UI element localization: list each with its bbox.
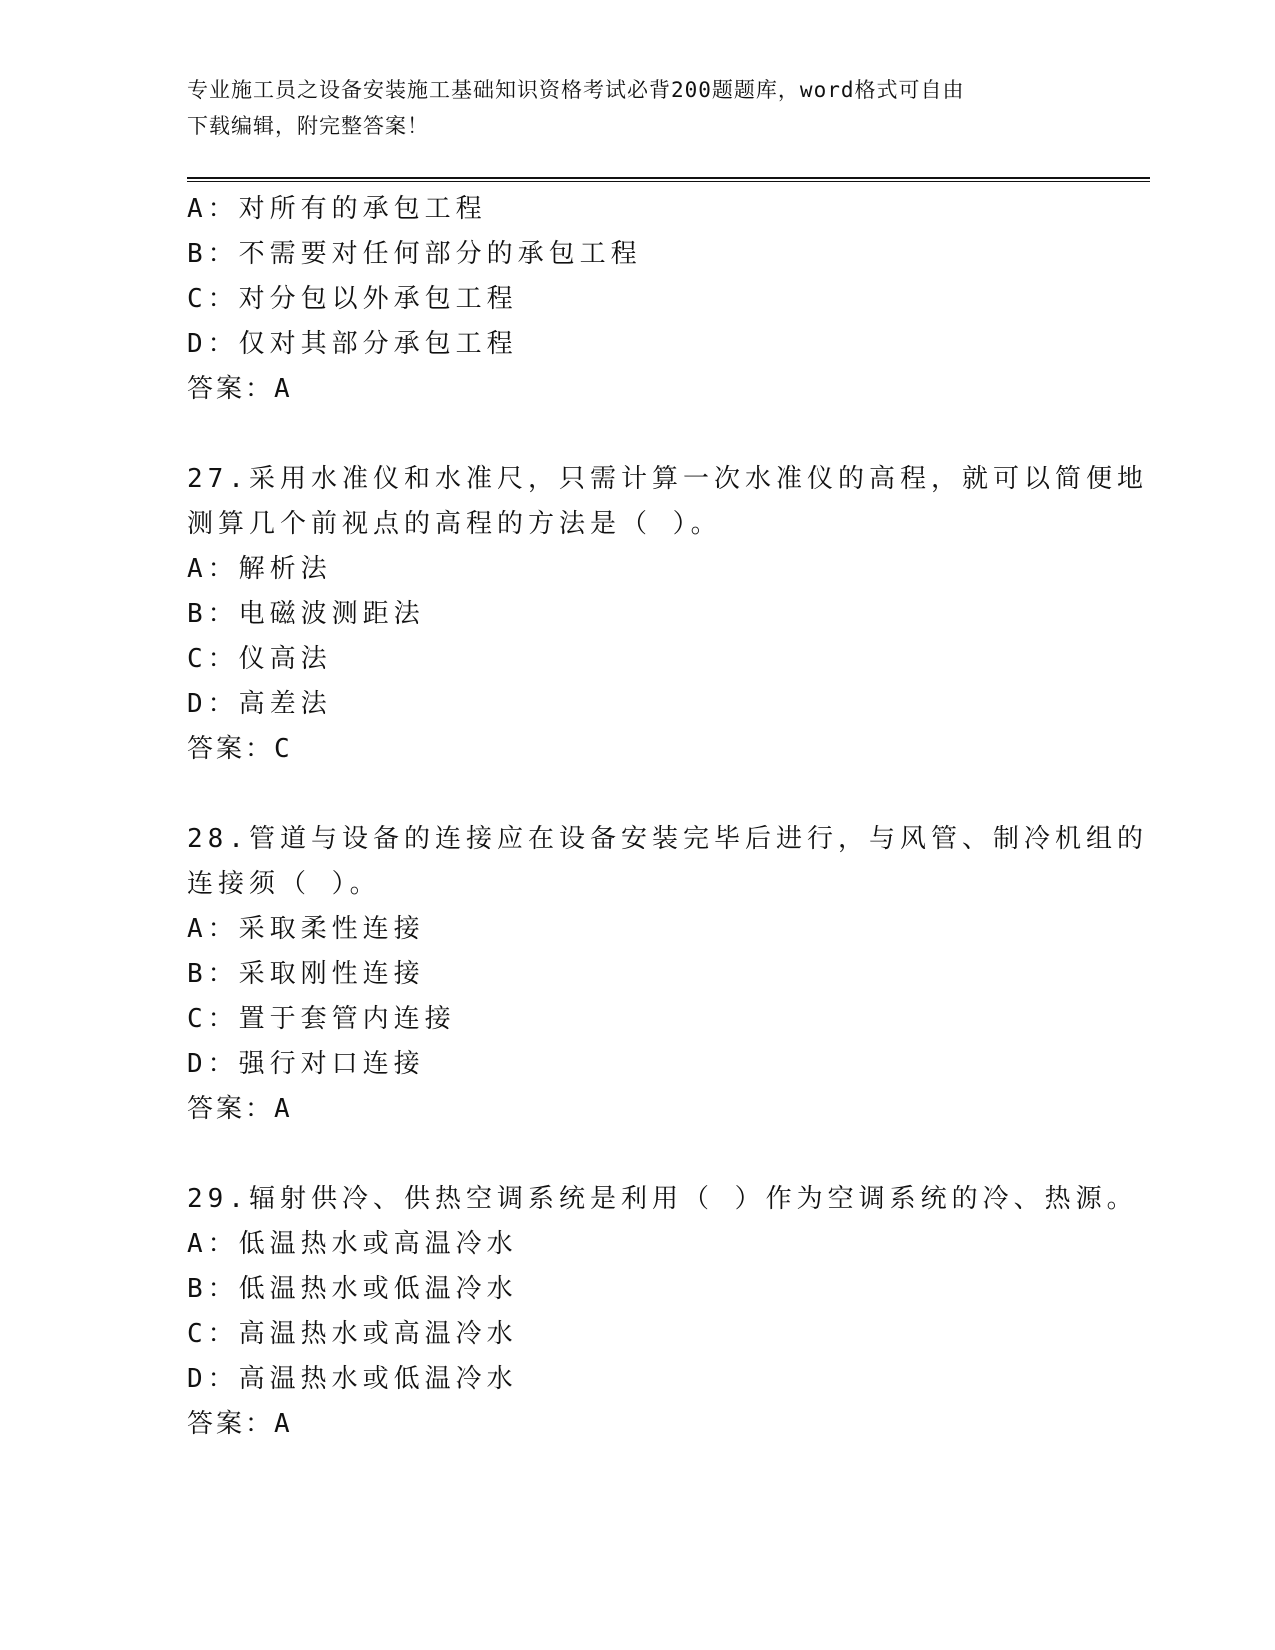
header-line-2: 下载编辑，附完整答案！ (187, 114, 429, 138)
question-27-option-d: D：高差法 (187, 689, 332, 719)
question-28-option-d: D：强行对口连接 (187, 1049, 425, 1079)
answer: 答案：A (187, 374, 293, 404)
question-28-option-c: C：置于套管内连接 (187, 1004, 456, 1034)
question-27-option-a: A：解析法 (187, 554, 332, 584)
question-28-stem-line-1: 28.管道与设备的连接应在设备安装完毕后进行，与风管、制冷机组的 (187, 824, 1148, 854)
option-c: C：对分包以外承包工程 (187, 284, 518, 314)
question-28-option-a: A：采取柔性连接 (187, 914, 425, 944)
header-divider (187, 177, 1150, 182)
question-27-stem-line-1: 27.采用水准仪和水准尺，只需计算一次水准仪的高程，就可以简便地 (187, 464, 1148, 494)
question-29-option-c: C：高温热水或高温冷水 (187, 1319, 518, 1349)
question-27-answer: 答案：C (187, 734, 293, 764)
option-d: D：仅对其部分承包工程 (187, 329, 518, 359)
question-27-option-c: C：仪高法 (187, 644, 332, 674)
question-28-answer: 答案：A (187, 1094, 293, 1124)
question-29-answer: 答案：A (187, 1409, 293, 1439)
header-line-1: 专业施工员之设备安装施工基础知识资格考试必背200题题库，word格式可自由 (187, 78, 965, 102)
question-28-stem-line-2: 连接须（ ）。 (187, 869, 381, 899)
question-28-option-b: B：采取刚性连接 (187, 959, 425, 989)
document-header (187, 72, 1067, 144)
question-27-option-b: B：电磁波测距法 (187, 599, 425, 629)
question-29-stem-line-1: 29.辐射供冷、供热空调系统是利用（ ）作为空调系统的冷、热源。 (187, 1184, 1138, 1214)
option-b: B：不需要对任何部分的承包工程 (187, 239, 642, 269)
question-29-option-b: B：低温热水或低温冷水 (187, 1274, 518, 1304)
question-29-option-a: A：低温热水或高温冷水 (187, 1229, 518, 1259)
question-27-stem-line-2: 测算几个前视点的高程的方法是（ ）。 (187, 509, 722, 539)
option-a: A：对所有的承包工程 (187, 194, 487, 224)
question-29-option-d: D：高温热水或低温冷水 (187, 1364, 518, 1394)
